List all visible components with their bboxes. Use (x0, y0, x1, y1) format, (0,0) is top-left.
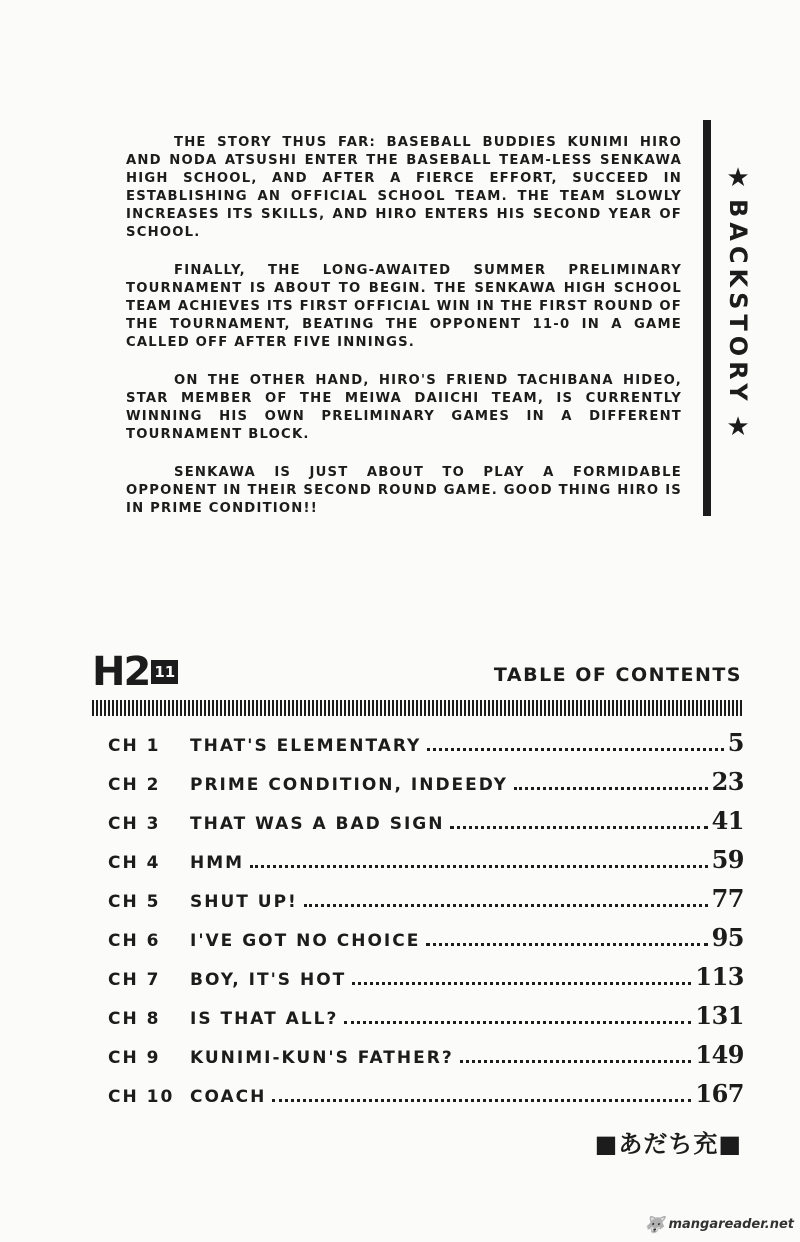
chapter-number: CH 8 (108, 1009, 161, 1029)
backstory-paragraph-2: FINALLY, THE LONG-AWAITED SUMMER PRELIMINARY TOURNAMENT IS ABOUT TO BEGIN. THE SENKAWA HIGH SCHOOL TEAM ACHIEVES ITS FIRST OFFICIAL WIN IN THE FIRST ROUND OF THE TOURNAMENT, BEATING THE OPPONENT 11-0 IN A GAME CALLED OFF AFTER FIVE INNINGS. (126, 263, 682, 350)
chapter-page: 113 (695, 962, 744, 991)
chapter-number: CH 6 (108, 931, 161, 951)
dot-leader (514, 787, 708, 790)
chapter-number: CH 5 (108, 892, 161, 912)
chapter-number: CH 1 (108, 736, 161, 756)
chapter-page: 131 (695, 1001, 744, 1030)
chapter-page: 77 (711, 884, 744, 913)
backstory-divider-bar (703, 120, 711, 516)
chapter-title: PRIME CONDITION, INDEEDY (190, 775, 508, 795)
chapter-page: 41 (711, 806, 744, 835)
chapter-title: IS THAT ALL? (190, 1009, 339, 1029)
backstory-label: BACKSTORY (724, 199, 752, 406)
dot-leader (450, 826, 707, 829)
chapter-page: 5 (727, 728, 744, 757)
wolf-icon: 🐺 (644, 1215, 665, 1234)
toc-row (108, 767, 744, 806)
chapter-number: CH 9 (108, 1048, 161, 1068)
dot-leader (272, 1099, 691, 1102)
chapter-title: HMM (190, 853, 245, 873)
chapter-page: 59 (711, 845, 744, 874)
chapter-page: 167 (695, 1079, 744, 1108)
toc-row (108, 728, 744, 767)
chapter-title: I'VE GOT NO CHOICE (190, 931, 421, 951)
watermark-text: mangareader.net (668, 1217, 794, 1232)
chapter-page: 149 (695, 1040, 744, 1069)
star-icon: ★ (726, 163, 750, 193)
dot-leader (352, 982, 691, 985)
backstory-paragraph-3: ON THE OTHER HAND, HIRO'S FRIEND TACHIBANA HIDEO, STAR MEMBER OF THE MEIWA DAIICHI TEAM, IS CURRENTLY WINNING HIS OWN PRELIMINARY GAMES IN A DIFFERENT TOURNAMENT BLOCK. (126, 373, 682, 442)
toc-row (108, 884, 744, 923)
toc-row (108, 1040, 744, 1079)
chapter-title: THAT'S ELEMENTARY (190, 736, 422, 756)
dot-leader (426, 943, 707, 946)
chapter-title: KUNIMI-KUN'S FATHER? (190, 1048, 454, 1068)
dot-leader (460, 1060, 692, 1063)
toc-divider-rule (92, 700, 742, 716)
toc-row (108, 806, 744, 845)
star-icon: ★ (726, 411, 750, 442)
chapter-page: 95 (711, 923, 744, 952)
dot-leader (304, 904, 708, 907)
backstory-text (126, 134, 682, 538)
toc-row (108, 845, 744, 884)
toc-row (108, 962, 744, 1001)
chapter-number: CH 10 (108, 1087, 175, 1107)
toc-heading: TABLE OF CONTENTS (493, 664, 742, 686)
dot-leader (250, 865, 708, 868)
toc-row (108, 923, 744, 962)
chapter-number: CH 3 (108, 814, 161, 834)
backstory-side-label (718, 163, 758, 442)
toc-row (108, 1001, 744, 1040)
chapter-title: COACH (190, 1087, 267, 1107)
series-logo (92, 649, 178, 695)
chapter-title: SHUT UP! (190, 892, 298, 912)
chapter-page: 23 (711, 767, 744, 796)
author-credit: ■あだち充■ (594, 1130, 742, 1158)
dot-leader (344, 1021, 691, 1024)
backstory-paragraph-4: SENKAWA IS JUST ABOUT TO PLAY A FORMIDABLE OPPONENT IN THEIR SECOND ROUND GAME. GOOD THING HIRO IS IN PRIME CONDITION!! (126, 465, 682, 516)
chapter-title: THAT WAS A BAD SIGN (190, 814, 445, 834)
volume-badge: 11 (151, 660, 178, 684)
chapter-number: CH 4 (108, 853, 161, 873)
chapter-number: CH 7 (108, 970, 161, 990)
toc-row (108, 1079, 744, 1118)
backstory-paragraph-1: THE STORY THUS FAR: BASEBALL BUDDIES KUNIMI HIRO AND NODA ATSUSHI ENTER THE BASEBALL TEAM-LESS SENKAWA HIGH SCHOOL, AND AFTER A FIERCE EFFORT, SUCCEED IN ESTABLISHING AN OFFICIAL SCHOOL TEAM. THE TEAM SLOWLY INCREASES ITS SKILLS, AND HIRO ENTERS HIS SECOND YEAR OF SCHOOL. (126, 135, 682, 240)
toc-list (108, 728, 744, 1118)
chapter-title: BOY, IT'S HOT (190, 970, 347, 990)
site-watermark (645, 1215, 794, 1234)
dot-leader (427, 748, 723, 751)
chapter-number: CH 2 (108, 775, 161, 795)
series-title: H2 (92, 649, 150, 695)
